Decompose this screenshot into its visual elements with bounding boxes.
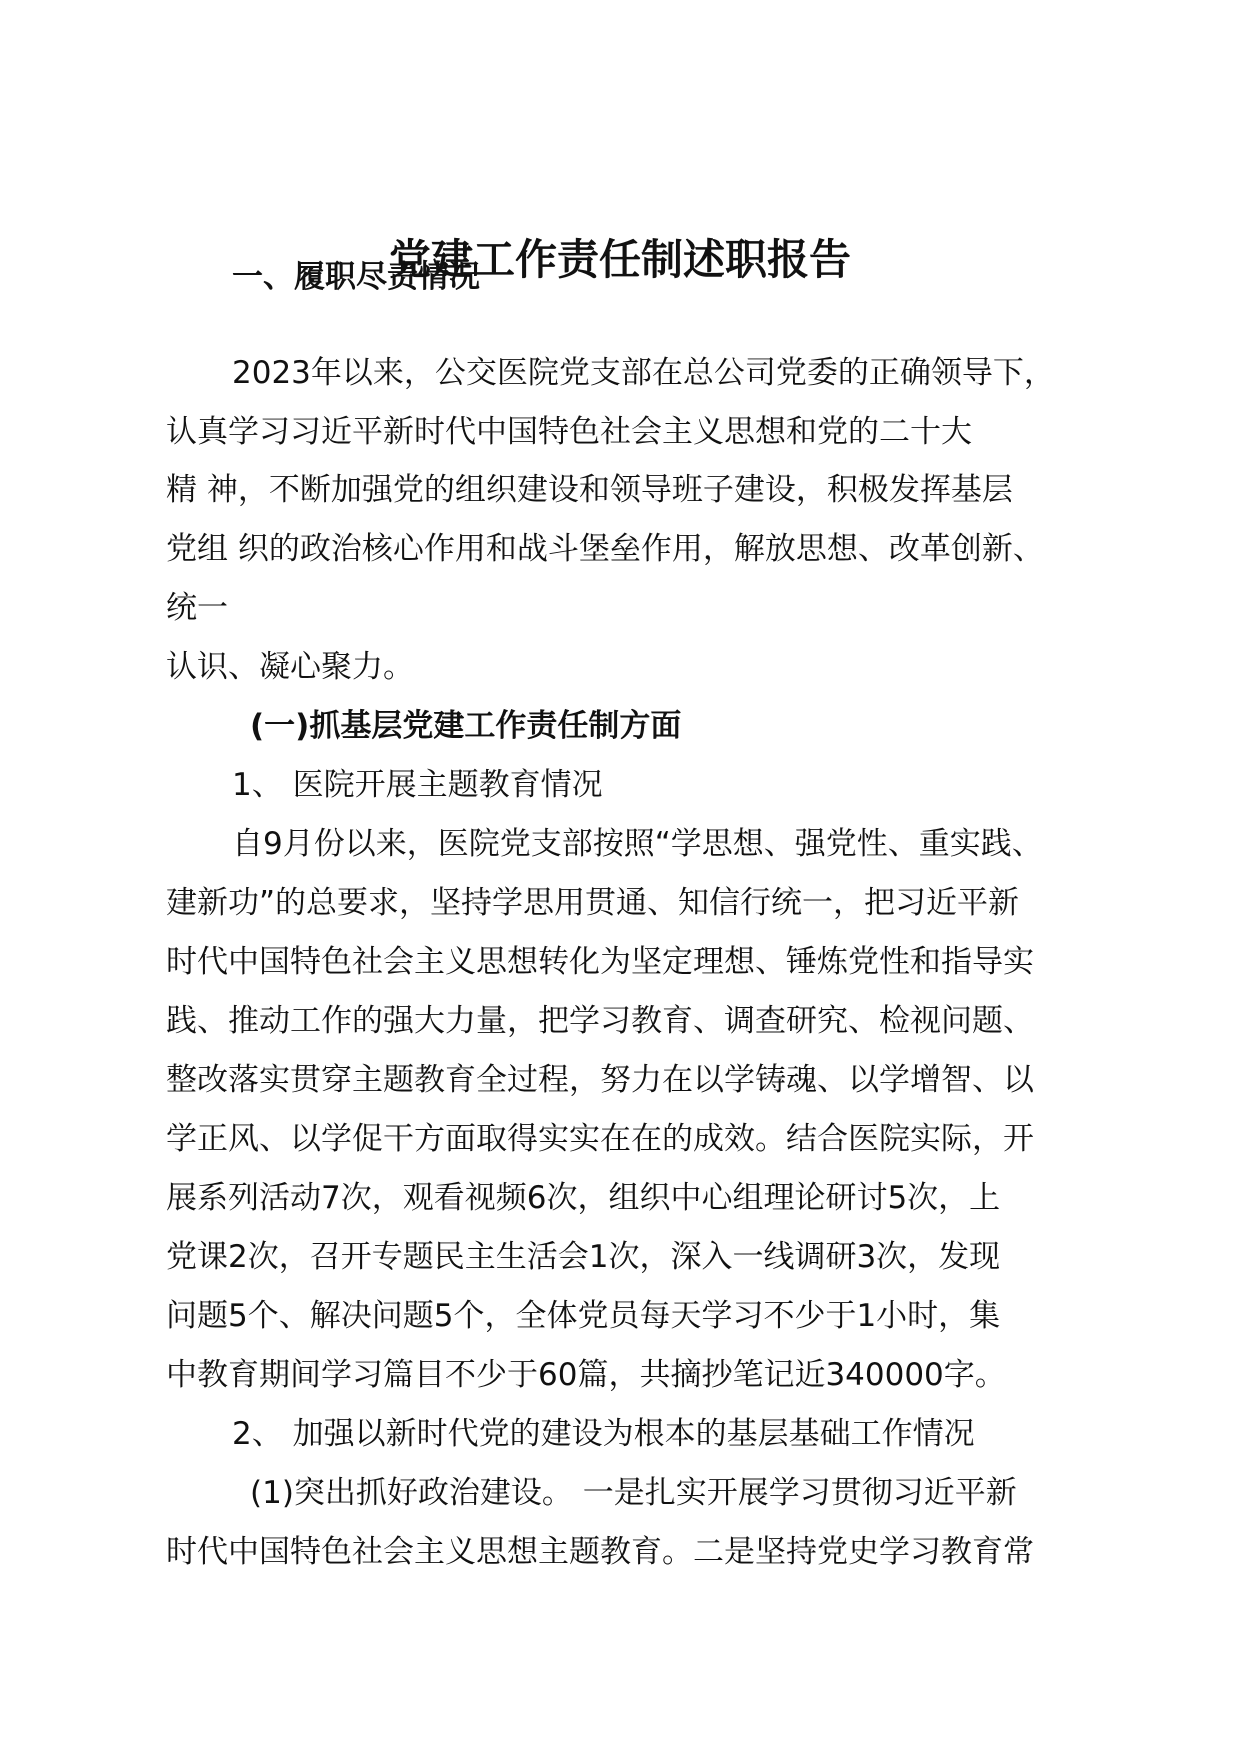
- paragraph-line: 展系列活动7次，观看视频6次，组织中心组理论研讨5次，上: [166, 1180, 1001, 1216]
- subsection-heading: (一)抓基层党建工作责任制方面: [250, 708, 682, 744]
- paragraph-line: 时代中国特色社会主义思想转化为坚定理想、锤炼党性和指导实: [166, 944, 1034, 980]
- paragraph-line: 2023年以来，公交医院党支部在总公司党委的正确领导下，: [232, 355, 1055, 391]
- numbered-heading: 1、 医院开展主题教育情况: [232, 767, 603, 803]
- paragraph-line: 建新功”的总要求，坚持学思用贯通、知信行统一，把习近平新: [166, 885, 1020, 921]
- paragraph-line: 统一: [166, 590, 228, 626]
- paragraph-line: 学正风、以学促干方面取得实实在在的成效。结合医院实际，开: [166, 1121, 1034, 1157]
- paragraph-line: 认识、凝心聚力。: [166, 649, 414, 685]
- paragraph-line: 践、推动工作的强大力量，把学习教育、调查研究、检视问题、: [166, 1003, 1034, 1039]
- numbered-heading: 2、 加强以新时代党的建设为根本的基层基础工作情况: [232, 1416, 975, 1452]
- document-title: 党建工作责任制述职报告: [388, 235, 851, 284]
- paragraph-line: 整改落实贯穿主题教育全过程，努力在以学铸魂、以学增智、以: [166, 1062, 1034, 1098]
- paragraph-line: 精 神，不断加强党的组织建设和领导班子建设，积极发挥基层: [166, 472, 1013, 508]
- paragraph-line: (1)突出抓好政治建设。 一是扎实开展学习贯彻习近平新: [250, 1475, 1017, 1511]
- section-heading-1: 一、履职尽责情况: [232, 259, 480, 295]
- paragraph-line: 党课2次，召开专题民主生活会1次，深入一线调研3次，发现: [166, 1239, 1001, 1275]
- paragraph-line: 自9月份以来，医院党支部按照“学思想、强党性、重实践、: [232, 826, 1043, 862]
- paragraph-line: 时代中国特色社会主义思想主题教育。二是坚持党史学习教育常: [166, 1534, 1034, 1570]
- paragraph-line: 问题5个、解决问题5个，全体党员每天学习不少于1小时，集: [166, 1298, 1001, 1334]
- paragraph-line: 中教育期间学习篇目不少于60篇，共摘抄笔记近340000字。: [166, 1357, 1006, 1393]
- paragraph-line: 认真学习习近平新时代中国特色社会主义思想和党的二十大: [166, 414, 972, 450]
- paragraph-line: 党组 织的政治核心作用和战斗堡垒作用，解放思想、改革创新、: [166, 531, 1044, 567]
